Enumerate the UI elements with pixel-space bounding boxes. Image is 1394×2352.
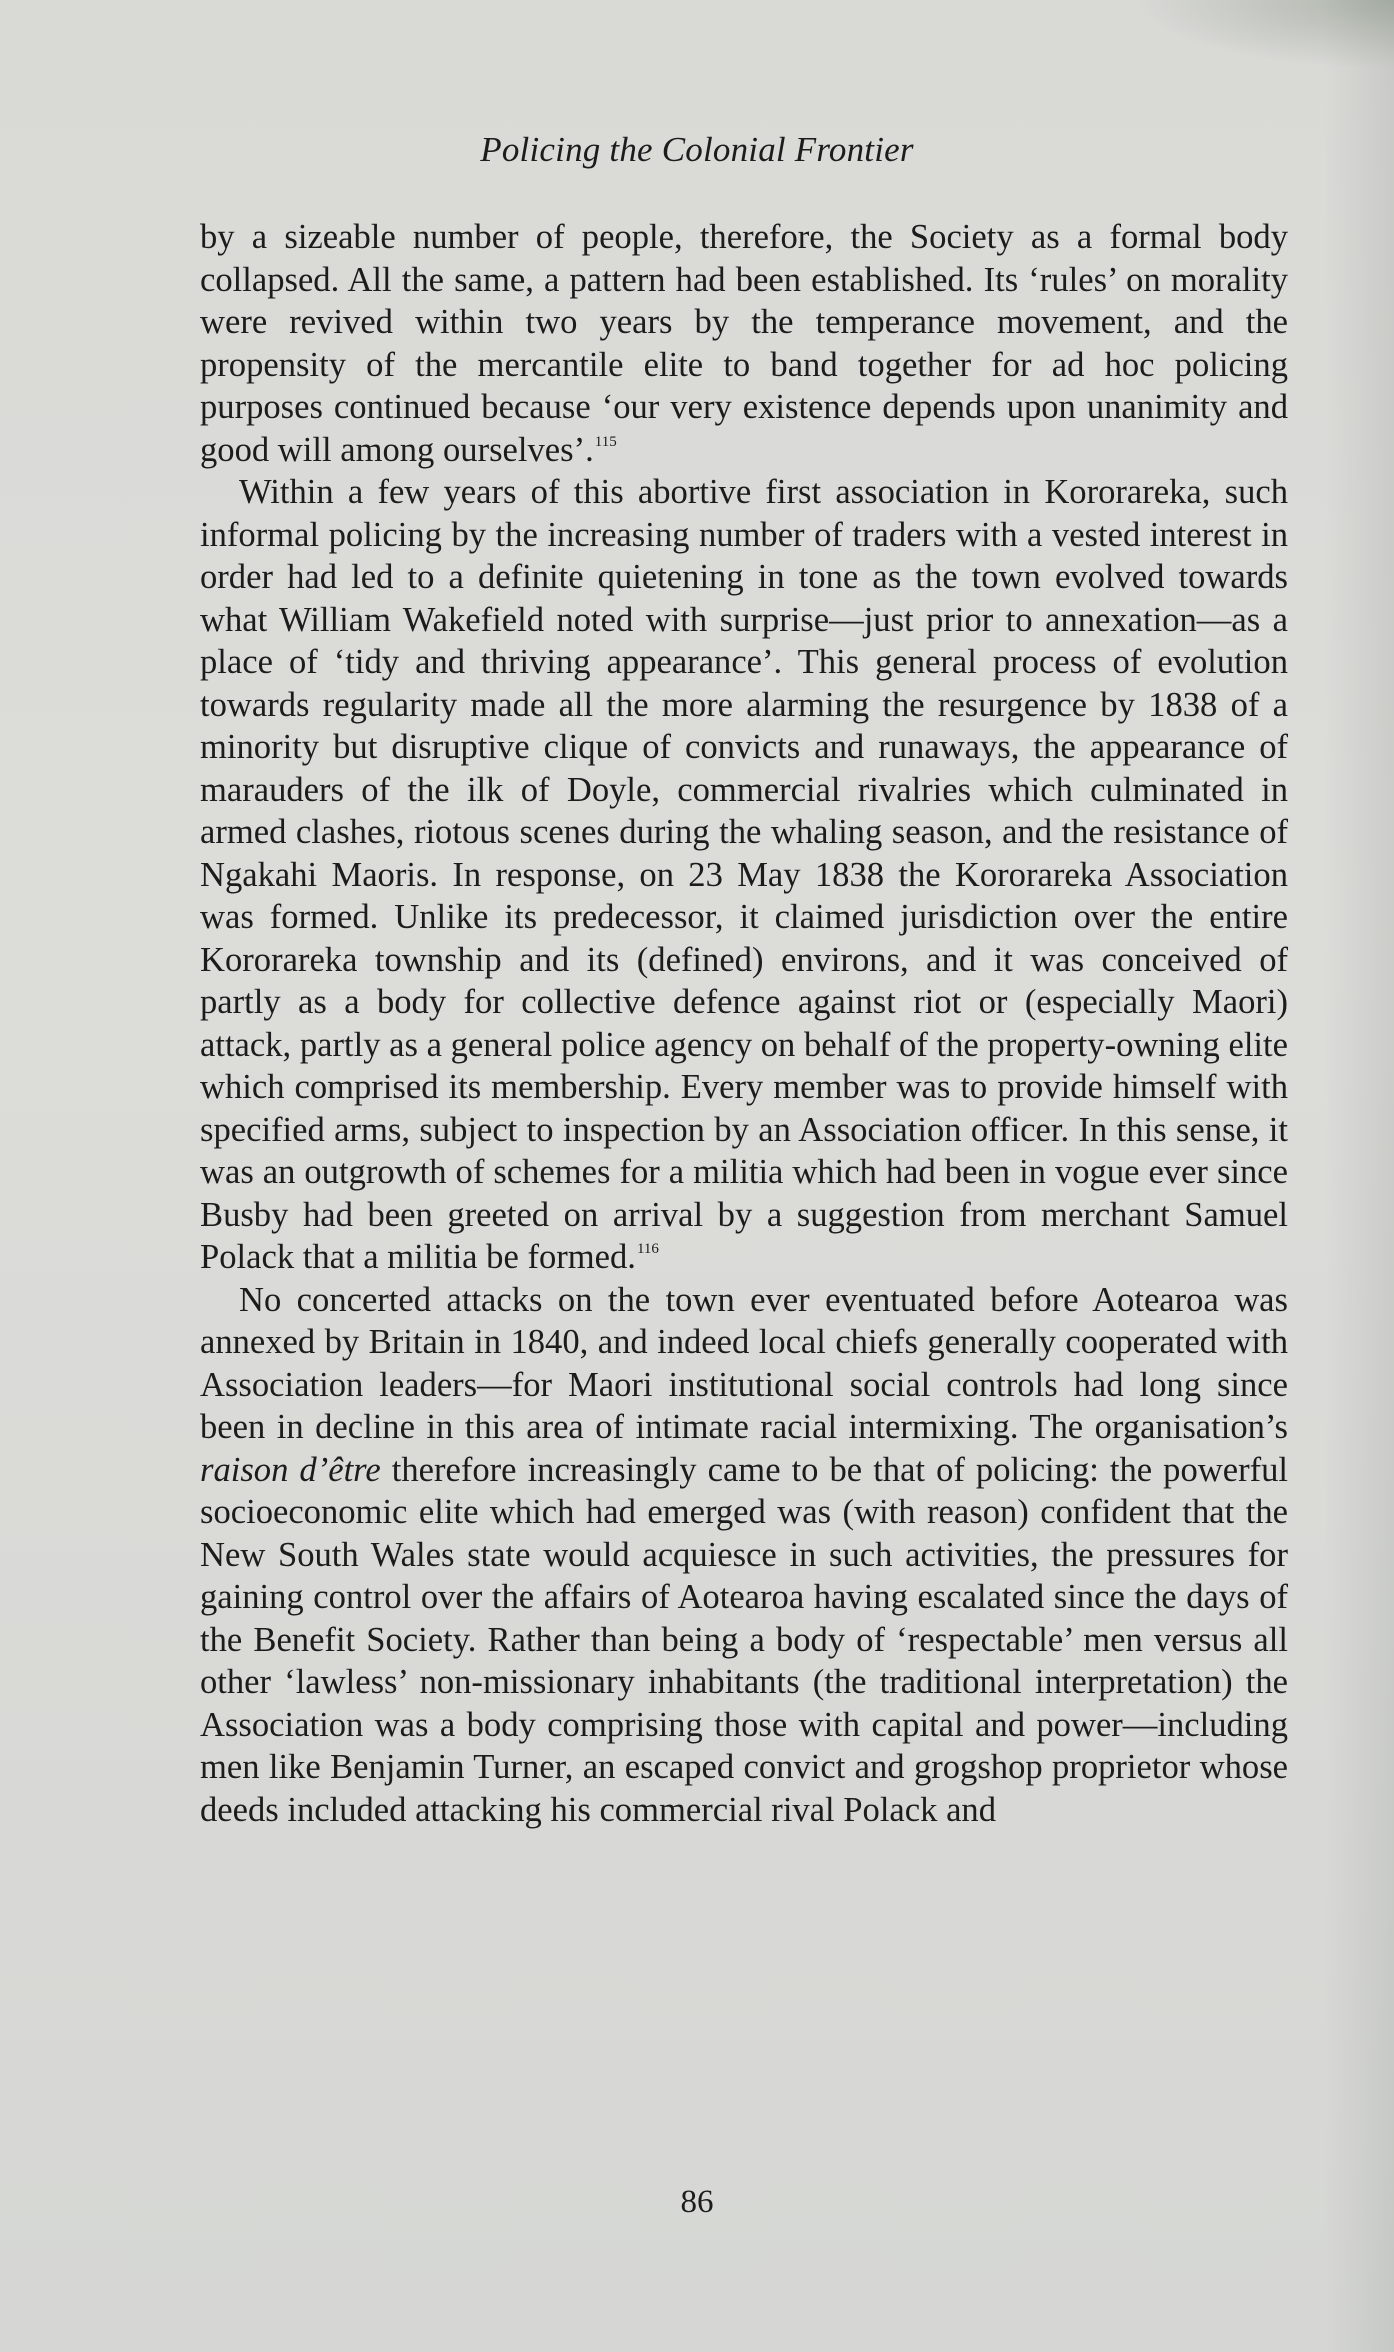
italic-phrase: raison d’être <box>200 1450 381 1489</box>
footnote-reference: 115 <box>594 433 617 450</box>
page-corner-tint <box>1134 0 1394 70</box>
paragraph-text: No concerted attacks on the town ever eventuated before Aotearoa was annexed by Britain in 1840, and indeed local chiefs generally cooperated with Association leaders—for Maori institutional social controls had long since been in decline in this area of intimate racial intermixing. The organisation’s <box>200 1280 1288 1446</box>
page-number: 86 <box>680 2184 714 2220</box>
paragraph <box>200 1279 1288 1832</box>
paragraph-text: by a sizeable number of people, therefore, the Society as a formal body collapsed. All the same, a pattern had been established. Its ‘rules’ on morality were revived within two years by the temperance movement, and the propensity of the mercantile elite to band together for ad hoc policing purposes continued because ‘our very existence depends upon unanimity and good will among ourselves’. <box>200 218 1288 469</box>
paragraph-text: therefore increasingly came to be that of policing: the powerful socioeconomic elite which had emerged was (with reason) confident that the New South Wales state would acquiesce in such activities, the pressures for gaining control over the affairs of Aotearoa having escalated since the days of the Benefit Society. Rather than being a body of ‘respectable’ men versus all other ‘lawless’ non-missionary inhabitants (the traditional interpretation) the Association was a body comprising those with capital and power—including men like Benjamin Turner, an escaped convict and grogshop proprietor whose deeds included attacking his commercial rival Polack and <box>200 1450 1288 1829</box>
paragraph <box>200 471 1288 1279</box>
running-head: Policing the Colonial Frontier <box>480 130 914 169</box>
body-text <box>200 216 1288 1831</box>
paragraph <box>200 216 1288 471</box>
page-edge-shadow <box>1324 0 1394 2352</box>
footnote-reference: 116 <box>636 1241 659 1257</box>
paragraph-text: Within a few years of this abortive first association in Kororareka, such informal policing by the increasing number of traders with a vested interest in order had led to a definite quietening in tone as the town evolved towards what William Wakefield noted with surprise—just prior to annexation—as a place of ‘tidy and thriving appearance’. This general process of evolution towards regularity made all the more alarming the resurgence by 1838 of a minority but disruptive clique of convicts and runaways, the appearance of marauders of the ilk of Doyle, commercial rivalries which culminated in armed clashes, riotous scenes during the whaling season, and the resistance of Ngakahi Maoris. In response, on 23 May 1838 the Kororareka Association was formed. Unlike its predecessor, it claimed jurisdiction over the entire Kororareka township and its (defined) environs, and it was conceived of partly as a body for collective defence against riot or (especially Maori) attack, partly as a general police agency on behalf of the property-owning elite which comprised its membership. Every member was to provide himself with specified arms, subject to inspection by an Association officer. In this sense, it was an outgrowth of schemes for a militia which had been in vogue ever since Busby had been greeted on arrival by a suggestion from merchant Samuel Polack that a militia be formed. <box>200 473 1288 1276</box>
